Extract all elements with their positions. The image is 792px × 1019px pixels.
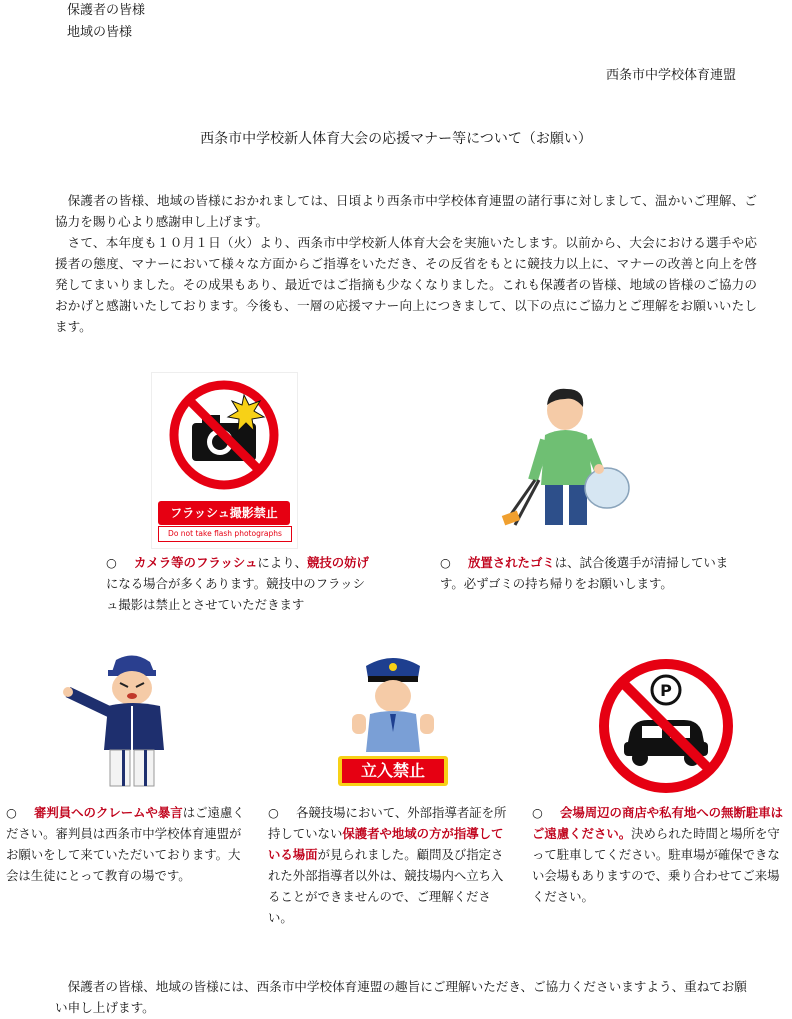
bullet: ○ xyxy=(268,805,279,820)
trash-caption: ○ 放置されたゴミは、試合後選手が清掃しています。必ずゴミの持ち帰りをお願いします。 xyxy=(440,552,740,594)
no-flash-sign xyxy=(151,372,298,549)
no-entry-sign xyxy=(338,756,448,786)
flash-ban-label: フラッシュ撮影禁止 xyxy=(158,501,290,525)
flash-caption: ○ カメラ等のフラッシュにより、競技の妨げになる場合が多くあります。競技中のフラッシュ撮影は禁止とさせていただきます xyxy=(106,552,376,615)
bullet: ○ xyxy=(106,555,117,570)
intro-text xyxy=(55,190,757,337)
bullet: ○ xyxy=(440,555,451,570)
no-entry-label: 立入禁止 xyxy=(342,759,444,783)
closing-text xyxy=(55,976,757,1018)
intro-paragraph-2: さて、本年度も１０月１日（火）より、西条市中学校新人体育大会を実施いたします。以前から、大会における選手や応援者の態度、マナーにおいて様々な方面からご指導をいただき、その反省をもとに競技力以上に、マナーの改善と向上を啓発してまいりました。その成果もあり、最近ではご指摘も少なくなりました。これも保護者の皆様、地域の皆様のご協力のおかげと感謝いたしております。今後も、一層の応援マナー向上につきまして、以下の点にご協力とご理解をお願いいたします。 xyxy=(55,235,758,334)
recipient-guardians: 保護者の皆様 xyxy=(67,3,146,18)
bullet: ○ xyxy=(532,805,543,820)
trash-pickup-illustration xyxy=(495,385,645,535)
angry-person-illustration xyxy=(64,650,174,790)
referee-caption: ○ 審判員へのクレームや暴言はご遠慮ください。審判員は西条市中学校体育連盟がお願いをして来ていただいております。大会は生徒にとって教育の場です。 xyxy=(6,802,246,886)
intro-paragraph-1: 保護者の皆様、地域の皆様におかれましては、日頃より西条市中学校体育連盟の諸行事に対しまして、温かいご理解、ご協力を賜り心より感謝申し上げます。 xyxy=(55,193,757,229)
page-title: 西条市中学校新人体育大会の応援マナー等について（お願い） xyxy=(200,131,592,147)
closing-paragraph: 保護者の皆様、地域の皆様には、西条市中学校体育連盟の趣旨にご理解いただき、ご協力くださいますよう、重ねてお願い申し上げます。 xyxy=(55,979,747,1015)
parking-letter: P xyxy=(660,681,672,700)
sender-organization: 西条市中学校体育連盟 xyxy=(605,68,736,83)
flash-ban-english-label: Do not take flash photographs xyxy=(158,526,292,542)
no-parking-sign xyxy=(596,660,736,800)
bullet: ○ xyxy=(6,805,17,820)
parking-caption: ○ 会場周辺の商店や私有地への無断駐車はご遠慮ください。決められた時間と場所を守って駐車してください。駐車場が確保できない会場もありますので、乗り合わせてご来場ください。 xyxy=(532,802,786,907)
coaching-caption: ○ 各競技場において、外部指導者証を所持していない保護者や地域の方が指導している場面が見られました。顧問及び指定された外部指導者以外は、競技場内へ立ち入ることができませんので、ご理解ください。 xyxy=(268,802,508,928)
recipient-community: 地域の皆様 xyxy=(67,25,133,40)
